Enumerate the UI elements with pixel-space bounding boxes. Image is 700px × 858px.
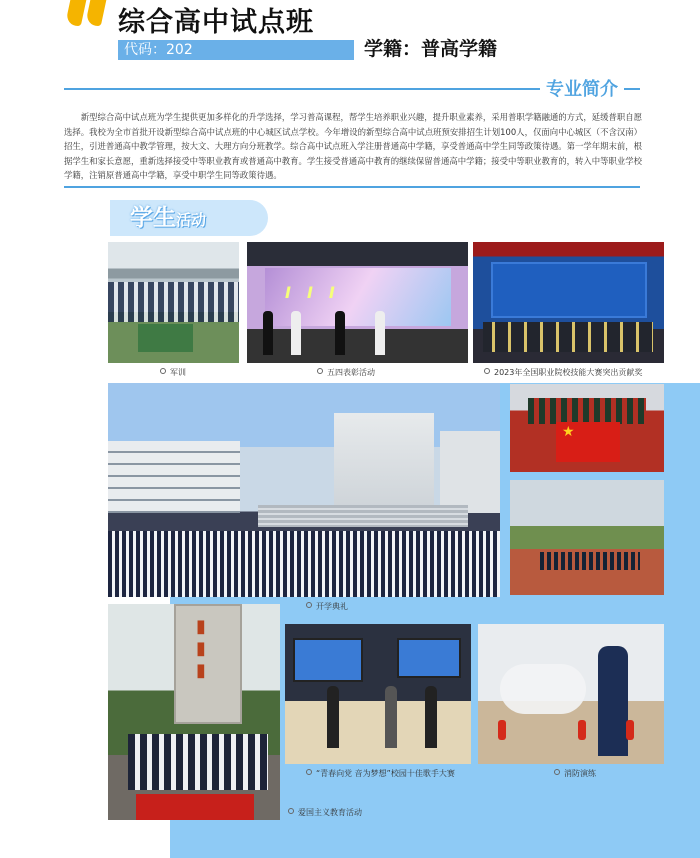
photo-caption: 2023年全国职业院校技能大赛突出贡献奖 [484,367,642,378]
enrollment-status: 学籍：普高学籍 [364,38,498,60]
photo-caption: 爱国主义教育活动 [288,807,362,818]
photo-caption: 军训 [160,367,186,378]
photo-fire-drill [478,624,664,764]
photo-parade-march [510,480,664,595]
program-code: 代码：202 [118,40,354,60]
photo-may-fourth-award: Ⅰ Ⅰ Ⅰ [247,242,468,363]
photo-caption: 消防演练 [554,768,596,779]
photo-singing-contest [285,624,471,764]
section-bottom-divider [64,186,640,188]
badge-main-text: 学生 [130,205,176,231]
page-title: 综合高中试点班 [118,7,314,38]
activities-badge [110,200,268,236]
photo-skills-contest-award [473,242,664,363]
photo-caption: 五四表彰活动 [317,367,375,378]
photo-military-training [108,242,239,363]
photo-caption: “青春向党 音为梦想”校园十佳歌手大赛 [306,768,455,779]
photo-opening-ceremony [108,383,500,597]
badge-sub-text: 活动 [176,211,207,229]
quote-mark-icon [64,0,108,30]
photo-flag-guard [510,384,664,472]
program-description: 新型综合高中试点班为学生提供更加多样化的升学选择，学习普高课程，帮学生培养职业兴趣，提升职业素养，采用普职学籍融通的方式，延缓普职自愿选择。我校为全市首批开设新型综合高中试点班的中心城区试点学校。今年增设的新型综合高中试点班预安排招生计划100人，仅面向中心城区（不含汉南）招生，引进普通高中教学管理，按大文、大理方向分班教学。综合高中试点班入学注册普通高中学籍，享受普通高中学生同等政策待遇。第一学年期末前，根据学生和家长意愿，重新选择接受中等职业教育或普通高中教育。学生接受普通高中教育的继续保留普通高中学籍；接受中等职业教育的，转入中等职业学校学籍，注销原普通高中学籍，享受中职学生同等政策待遇。 [64,112,642,180]
section-heading: 专业简介 [540,75,624,101]
photo-patriotic-education: ▮ ▮ ▮ [108,604,280,820]
photo-caption: 开学典礼 [306,601,348,612]
